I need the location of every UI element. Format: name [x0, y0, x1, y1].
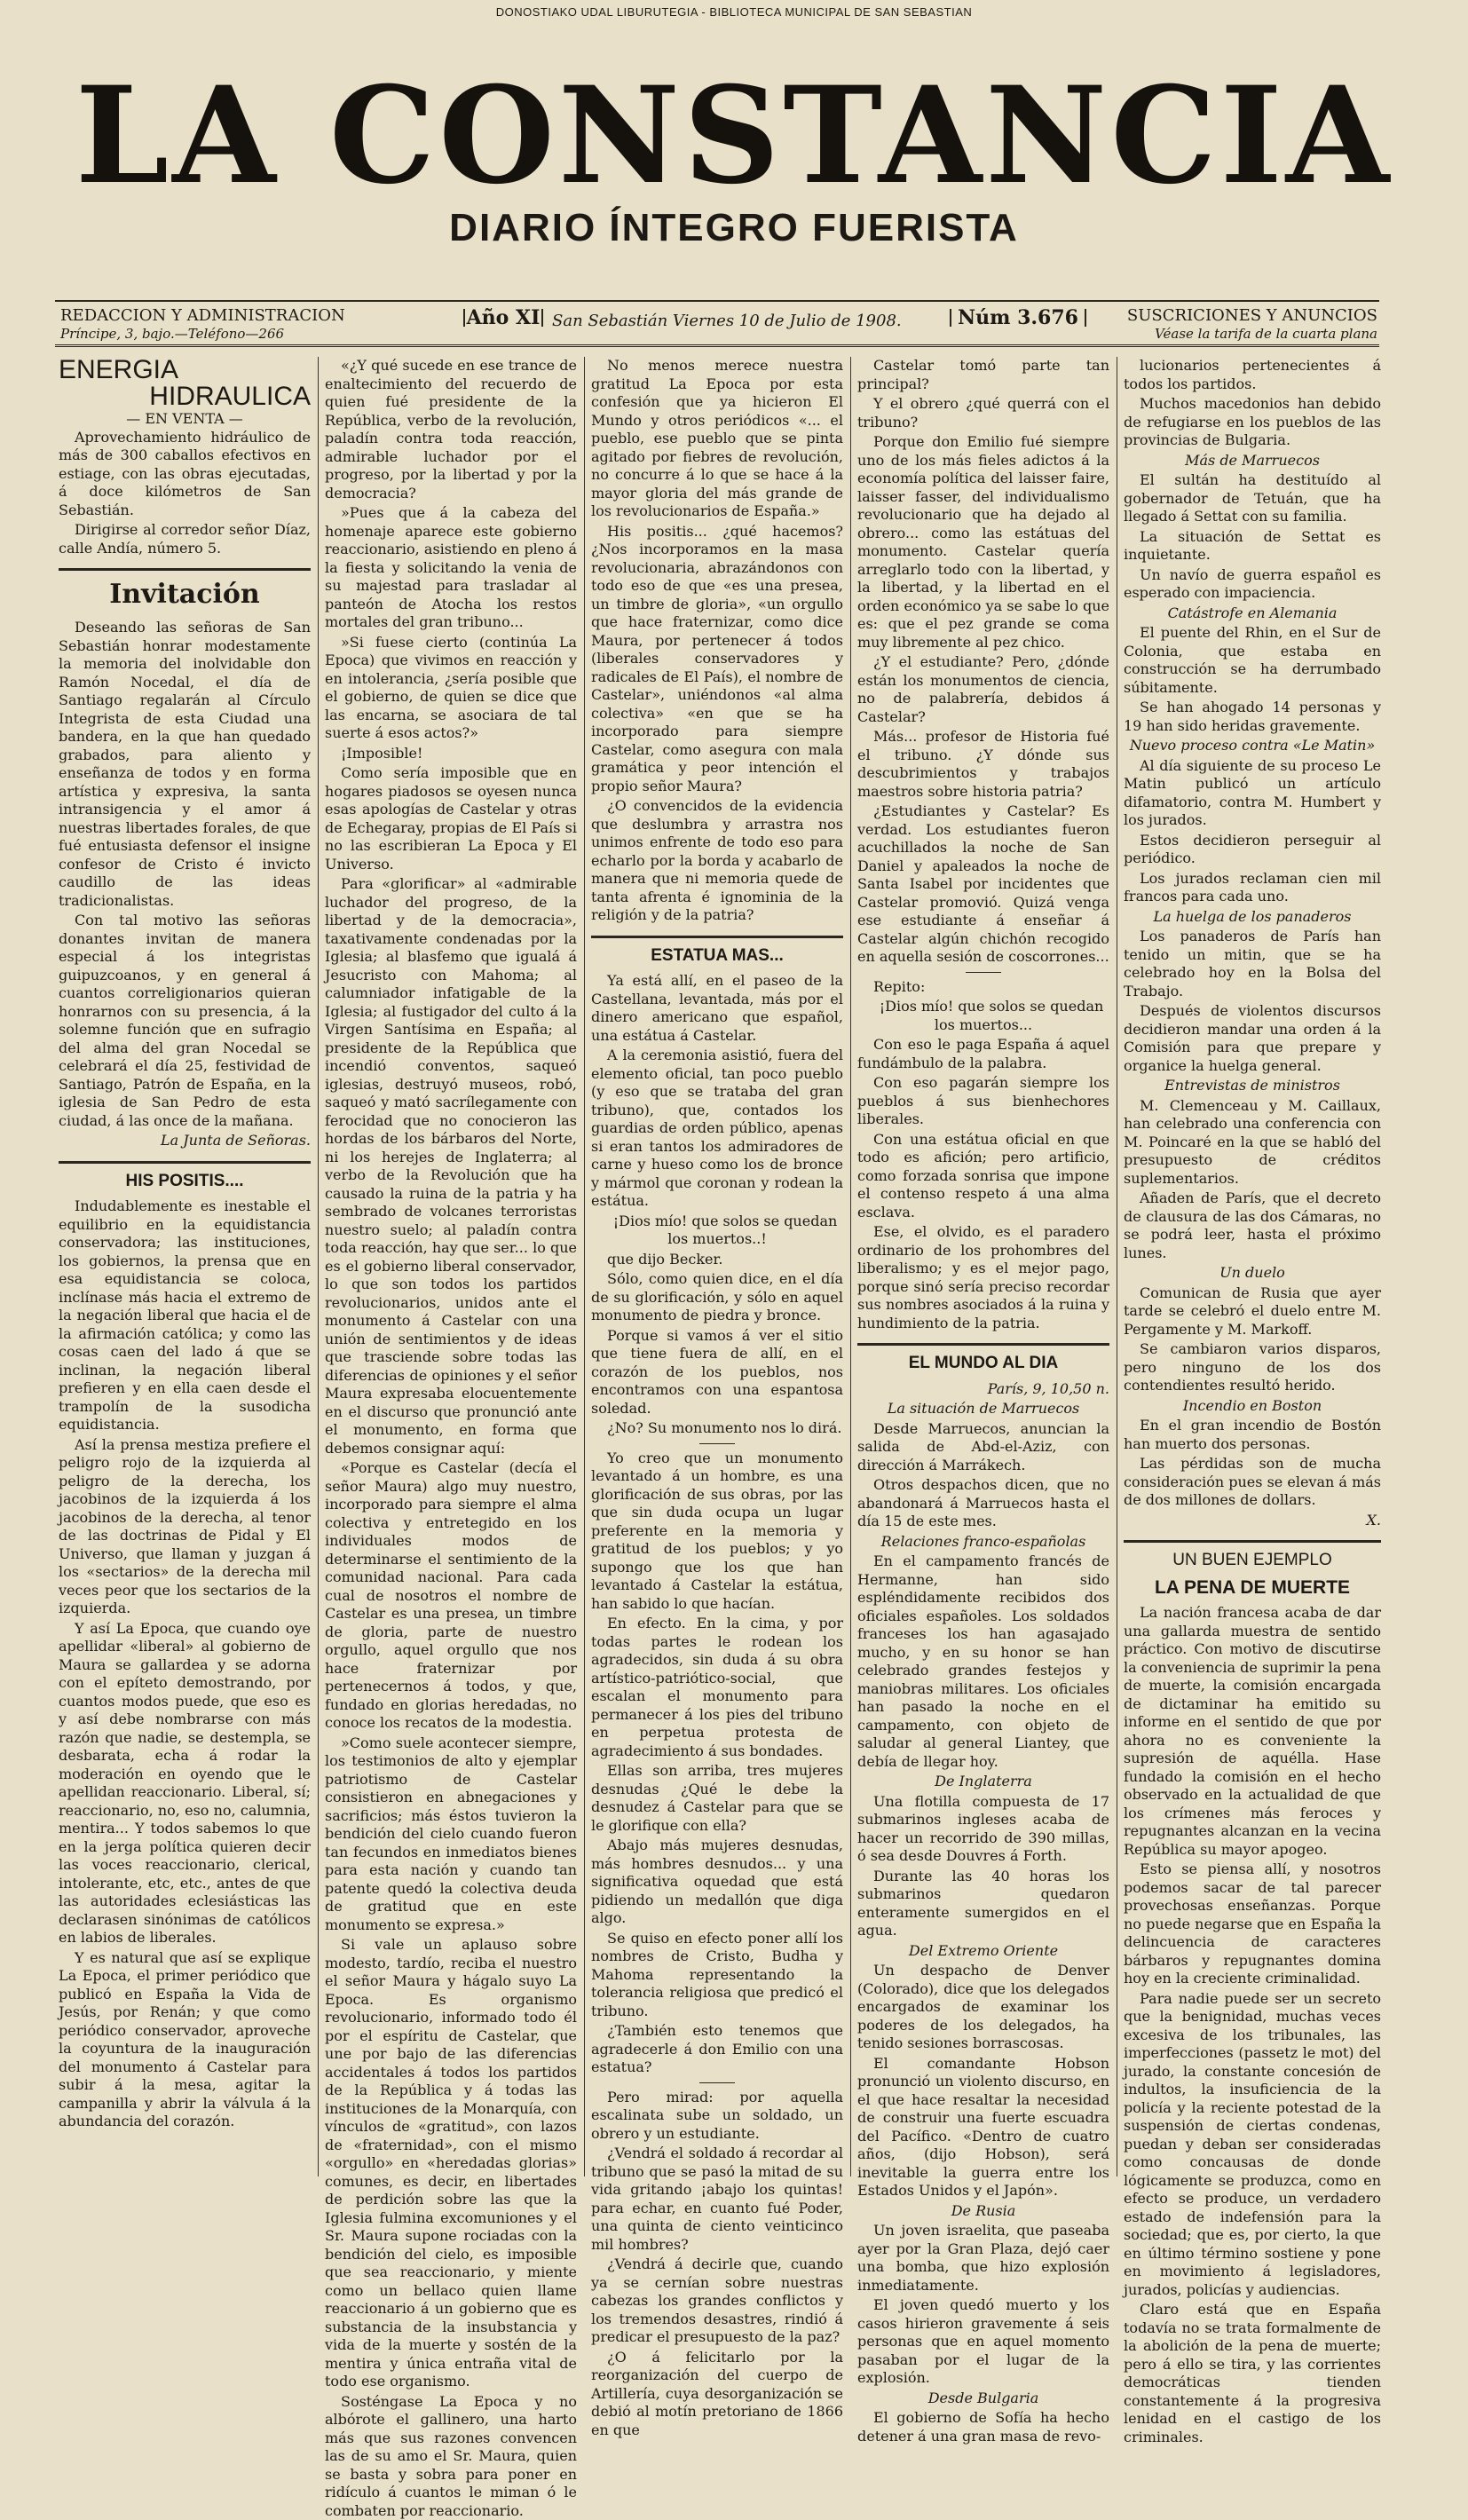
article-paragraph: Sólo, como quien dice, en el día de su glorificación, y sólo en aquel monumento de piedra y bronce. [591, 1270, 843, 1325]
ad-text: Aprovechamiento hidráulico de más de 300 caballos efectivos en estiage, con las obras ejecutadas, á doce kilómetros de San Sebastián. [59, 429, 311, 520]
news-paragraph: Se han ahogado 14 personas y 19 han sido heridas gravemente. [1124, 699, 1381, 735]
invitation-text: Deseando las señoras de San Sebastián honrar modestamente la memoria del inolvidable don Ramón Nocedal, el día de Santiago regalarán al Círculo Integrista de esta Ciudad una bandera, en la que han quedado grabados, para aliento y enseñanza de todos y en forma artística y expresiva, la santa intransigencia y el amor á nuestras libertades forales, de que fué entusiasta defensor el insigne confesor de Cristo é invicto caudillo de las ideas tradicionalistas. [59, 619, 311, 910]
verse: ¡Dios mío! que solos se quedan los muertos... [857, 998, 1109, 1034]
news-paragraph: Después de violentos discursos decidieron mandar una orden á la Comisión para que prepare y organice la huelga general. [1124, 1002, 1381, 1075]
article-paragraph: Repito: [857, 978, 1109, 997]
info-bar [55, 300, 1379, 347]
year-label: Año XI [463, 309, 543, 327]
separator [857, 1343, 1109, 1346]
news-subheading: Un duelo [1124, 1264, 1381, 1283]
news-subheading: La huelga de los panaderos [1124, 908, 1381, 927]
article-paragraph: Para nadie puede ser un secreto que la benignidad, muchas veces excesiva de los tribunales, las imperfecciones (passetz le mot) del jurado, la constante concesión de indultos, la insuficiencia de la policía y la reciente potestad de la suspensión de ciertas condenas, puedan y deban ser consideradas como concausas de donde lógicamente se produzca, como en efecto se produce, un verdadero estado de indefensión para la sociedad; que es, por cierto, la que en último término sostiene y pone en movimiento á legisladores, jurados, policías y audiencias. [1124, 1990, 1381, 2300]
subscriptions-label: SUSCRICIONES Y ANUNCIOS [1127, 306, 1377, 325]
news-paragraph: Una flotilla compuesta de 17 submarinos ingleses acaba de hacer un recorrido de 390 millas, ó sea desde Douvres á Forth. [857, 1793, 1109, 1866]
news-subheading: Más de Marruecos [1124, 452, 1381, 470]
article-paragraph: Ya está allí, en el paseo de la Castellana, levantada, más por el dinero americano que español, una estátua á Castelar. [591, 972, 843, 1045]
separator [1124, 1540, 1381, 1543]
article-paragraph: Con eso pagarán siempre los pueblos á sus bienhechores liberales. [857, 1074, 1109, 1129]
subscriptions-note: Véase la tarifa de la cuarta plana [1093, 325, 1377, 343]
separator [59, 1161, 311, 1164]
news-paragraph: Un navío de guerra español es esperado con impaciencia. [1124, 566, 1381, 603]
article-paragraph: Como sería imposible que en hogares piadosos se oyesen nunca esas apologías de Castelar y otras de Echegaray, propias de El País si no las escribieran La Epoca y El Universo. [325, 764, 577, 873]
column-rule [318, 357, 319, 2176]
news-subheading: Nuevo proceso contra «Le Matin» [1124, 737, 1381, 755]
article-paragraph: ¿También esto tenemos que agradecerle á don Emilio con una estatua? [591, 2022, 843, 2077]
article-kicker: UN BUEN EJEMPLO [1124, 1552, 1381, 1570]
article-paragraph: Yo creo que un monumento levantado á un hombre, es una glorificación de sus obras, por las que sin duda ocupa un lugar preferente en la memoria y gratitud de los pueblos; y yo supongo que los que han levantado á Castelar la estátua, han sabido lo que hacían. [591, 1450, 843, 1614]
column-1 [59, 357, 311, 2185]
article-paragraph: ¿No? Su monumento nos lo dirá. [591, 1419, 843, 1438]
article-paragraph: Indudablemente es inestable el equilibrio en la equidistancia conservadora; las instituciones, los gobiernos, la prensa que en esa equidistancia se coloca, inclínase más hacia el extremo de la negación liberal que hacia el de la afirmación católica; y como las cosas caen del lado á que se inclinan, la negación liberal prefieren y en ella caen desde el trampolín de la susodicha equidistancia. [59, 1197, 311, 1434]
article-title: HIS POSITIS.... [59, 1173, 311, 1191]
article-paragraph: «¿Y qué sucede en ese trance de enaltecimiento del recuerdo de quien fué presidente de la República, verbo de la revolución, paladín contra toda reacción, admirable luchador por el progreso, por la libertad y por la democracia? [325, 357, 577, 502]
article-paragraph: Porque don Emilio fué siempre uno de los más fieles adictos á la economía política del laisser faire, laisser fasser, del individualismo revolucionario que ha dejado al obrero... como las estátuas del monumento. Castelar quería arreglarlo todo con la libertad, y la libertad, y la libertad en el orden económico ya se sabe lo que es: que el pez grande se coma muy libremente al pez chico. [857, 433, 1109, 652]
article-paragraph: Si vale un aplauso sobre modesto, tardío, reciba el nuestro el señor Maura y hágalo suyo La Epoca. Es organismo revolucionario, informado todo él por el espíritu de Castelar, que une por bajo de las diferencias accidentales á todos los partidos de la República y á todas las instituciones de la Monarquía, con vínculos de «gratitud», con lazos de «fraternidad», con el mismo «orgullo» en «heredadas glorias» comunes, es decir, en libertades de perdición sobre las que la Iglesia fulmina excomuniones y el Sr. Maura supone rociadas con la bendición del cielo, es imposible que sea reaccionario, y miente como un bellaco quien llame reaccionario á un gobierno que es substancia de la insubstancia y vida de la muerte y sostén de la mentira y única entraña vital de todo ese organismo. [325, 1936, 577, 2391]
admin-address: Príncipe, 3, bajo.—Teléfono—266 [60, 325, 451, 343]
news-paragraph: Desde Marruecos, anuncian la salida de Abd-el-Aziz, con dirección á Marrákech. [857, 1420, 1109, 1475]
issue-number: Núm 3.676 [950, 309, 1086, 327]
dateline: París, 9, 10,50 n. [857, 1380, 1109, 1399]
article-paragraph: »Si fuese cierto (continúa La Epoca) que vivimos en reacción y en intolerancia, ¿sería posible que el gobierno, de quien se dice que las encarna, se asociara de tal suerte á esos actos?» [325, 634, 577, 743]
article-paragraph: ¿Y el estudiante? Pero, ¿dónde están los monumentos de ciencia, no de palabrería, debidos á Castelar? [857, 653, 1109, 726]
news-paragraph: El sultán ha destituído al gobernador de Tetuán, que ha llegado á Settat con su familia. [1124, 471, 1381, 526]
news-subheading: Incendio en Boston [1124, 1397, 1381, 1416]
article-paragraph: Con una estátua oficial en que todo es afición; pero artificio, como forzada sonrisa que impone el contenso respeto á una alma esclava. [857, 1131, 1109, 1222]
article-paragraph: Y así La Epoca, que cuando oye apellidar «liberal» al gobierno de Maura se gallardea y se adorna con el epíteto demostrando, por cuantos modos puede, que eso es y así debe nombrarse con más razón que nadie, se destempla, se desbarata, echa á rodar la moderación en oyendo que le apellidan reaccionario. Liberal, sí; reaccionario, no, eso no, calumnia, mentira... Y todos sabemos lo que en la jerga política quieren decir las voces reaccionario, clerical, intolerante, etc, etc., antes de que las autoridades eclesiásticas las declarasen sinónimas de católicos en labios de liberales. [59, 1620, 311, 1947]
news-subheading: De Inglaterra [857, 1773, 1109, 1791]
ad-text: Dirigirse al corredor señor Díaz, calle Andía, número 5. [59, 521, 311, 557]
news-paragraph: Los jurados reclaman cien mil francos para cada uno. [1124, 870, 1381, 906]
separator [591, 936, 843, 938]
column-2 [325, 357, 577, 2185]
news-paragraph: En el gran incendio de Bostón han muerto dos personas. [1124, 1417, 1381, 1453]
subscriptions-block [1093, 307, 1377, 343]
news-paragraph: El joven quedó muerto y los casos hirieron gravemente á seis personas que en aquel momento pasaban por el lugar de la explosión. [857, 2296, 1109, 2388]
news-paragraph: Estos decidieron perseguir al periódico. [1124, 832, 1381, 868]
article-paragraph: No menos merece nuestra gratitud La Epoca por esta confesión que ya hicieron El Mundo y otros periódicos «... el pueblo, ese pueblo que se pinta agitado por fiebres de revolución, no concurre á lo que se hace á la mayor gloria del más grande de los revolucionarios de España.» [591, 357, 843, 521]
article-paragraph: Porque si vamos á ver el sitio que tiene fuera de allí, en el corazón de los pueblos, nos encontramos con una espantosa soledad. [591, 1327, 843, 1418]
article-paragraph: »Como suele acontecer siempre, los testimonios de alto y ejemplar patriotismo de Castelar consistieron en abnegaciones y sacrificios; más éstos tuvieron la bendición del cielo cuando fueron tan fecundos en inmediatos bienes para esta nación y cuando tan patente quedó la colectiva deuda de gratitud que en este monumento se expresa.» [325, 1734, 577, 1935]
news-paragraph: lucionarios pertenecientes á todos los partidos. [1124, 357, 1381, 393]
news-subheading: Catástrofe en Alemania [1124, 604, 1381, 623]
article-paragraph: ¿O á felicitarlo por la reorganización del cuerpo de Artillería, cuya desorganización se debió al motín pretoriano de 1866 en que [591, 2349, 843, 2440]
ad-title: ENERGIA [59, 357, 311, 383]
article-paragraph: Para «glorificar» al «admirable luchador del progreso, de la libertad y de la democracia», taxativamente condenadas por la Iglesia; al blasfemo que igualá á Jesucristo con Mahoma; al calumniador infatigable de la Iglesia; al fustigador del culto á la Virgen Santísima en España; al presidente de la República que incendió conventos, saqueó iglesias, destruyó museos, robó, saqueó y mató sacrílegamente con ferocidad que no conocieron las hordas de los bárbaros del Norte, ni los herejes de Inglaterra; al verbo de la Revolución que ha causado la ruina de la patria y ha sembrado de volcanes terroristas nuestro suelo; al paladín contra toda reacción, hay que ser... lo que es el gobierno liberal conservador, lo que son todos los partidos revolucionarios, unidos ante el monumento á Castelar con una unión de sentimientos y de ideas que trasciende sobre todas las diferencias de opiniones y el señor Maura expresaba elocuentemente en el discurso que pronunció ante el monumento, en forma que debemos consignar aquí: [325, 875, 577, 1457]
subtitle: DIARIO ÍNTEGRO FUERISTA [0, 206, 1468, 250]
invitation-signature: La Junta de Señoras. [59, 1132, 311, 1150]
article-paragraph: Ese, el olvido, es el paradero ordinario de los prohombres del liberalismo; y es el mejor pago, porque sinó sería preciso recordar sus nombres asociados á la ruina y hundimiento de la patria. [857, 1223, 1109, 1332]
news-subheading: Relaciones franco-españolas [857, 1533, 1109, 1552]
article-paragraph: Más... profesor de Historia fué el tribuno. ¿Y dónde sus descubrimientos y trabajos maestros sobre historia patria? [857, 728, 1109, 801]
column-rule [584, 357, 585, 2176]
column-3 [591, 357, 843, 2185]
article-paragraph: Y es natural que así se explique La Epoca, el primer periódico que publicó en España la Vida de Jesús, por Renán; y que como periódico conservador, aproveche la coyuntura de la inauguración del monumento á Castelar para subir á la mesa, agitar la campanilla y abrir la válvula á la abundancia del corazón. [59, 1949, 311, 2131]
article-paragraph: His positis... ¿qué hacemos? ¿Nos incorporamos en la masa revolucionaria, abrazándonos con todo eso de que «es una presea, un timbre de gloria», «un orgullo que hace fraternizar, como dice Maura, por pertenecer á todos (liberales conservadores y radicales de El País), el nombre de Castelar», uniéndonos «al alma colectiva» «en que se ha incorporado para siempre Castelar, como asegura con mala gramática y peor intención el propio señor Maura? [591, 523, 843, 796]
news-paragraph: Añaden de París, que el decreto de clausura de las dos Cámaras, no se podrá leer, hasta el próximo lunes. [1124, 1189, 1381, 1262]
article-paragraph: Y el obrero ¿qué querrá con el tribuno? [857, 395, 1109, 431]
article-paragraph: ¿Vendrá el soldado á recordar al tribuno que se pasó la mitad de su vida gritando ¡abajo los quintas! para echar, en cuanto fué Poder, una quinta de ciento veinticinco mil hombres? [591, 2145, 843, 2254]
article-paragraph: ¿O convencidos de la evidencia que deslumbra y arrastra nos unimos enfrente de todo eso para echarlo por la borda y acabarlo de manera que ni memoria quede de tanta afrenta é ignominia de la religión y de la patria? [591, 797, 843, 925]
news-paragraph: El puente del Rhin, en el Sur de Colonia, que estaba en construcción se ha derrumbado súbitamente. [1124, 624, 1381, 697]
invitation-title: Invitación [59, 578, 311, 612]
separator [699, 2082, 735, 2083]
issue-date: San Sebastián Viernes 10 de Julio de 1908. [552, 312, 943, 330]
news-paragraph: Un despacho de Denver (Colorado), dice que los delegados encargados de examinar los poderes de los delegados, ha tenido sesiones borrascosas. [857, 1962, 1109, 2053]
separator [699, 1443, 735, 1444]
article-paragraph: ¿Estudiantes y Castelar? Es verdad. Los estudiantes fueron acuchillados la noche de San Daniel y apaleados la noche de Santa Isabel por incidentes que Castelar promovió. Quizá venga ese estudiante á enseñar á Castelar algún chichón recogido en aquella sesión de coscorrones... [857, 802, 1109, 967]
news-paragraph: M. Clemenceau y M. Caillaux, han celebrado una conferencia con M. Poincaré en la que se habló del presupuesto de créditos suplementarios. [1124, 1097, 1381, 1189]
news-paragraph: Un joven israelita, que paseaba ayer por la Gran Plaza, dejó caer una bomba, que hizo explosión inmediatamente. [857, 2222, 1109, 2295]
news-paragraph: Durante las 40 horas los submarinos quedaron enteramente sumergidos en el agua. [857, 1868, 1109, 1940]
article-paragraph: Castelar tomó parte tan principal? [857, 357, 1109, 393]
news-paragraph: Otros despachos dicen, que no abandonará á Marruecos hasta el día 15 de este mes. [857, 1476, 1109, 1531]
masthead: LA CONSTANCIA [53, 69, 1415, 202]
news-paragraph: El comandante Hobson pronunció un violento discurso, en el que hace resaltar la necesidad de construir una fuerte escuadra del Pacífico. «Dentro de cuatro años, (dijo Hobson), será inevitable la guerra entre los Estados Unidos y el Japón». [857, 2055, 1109, 2200]
admin-label: REDACCION Y ADMINISTRACION [60, 306, 345, 325]
article-paragraph: Sosténgase La Epoca y no albórote el gallinero, una harto más que sus razones convencen las de su amo el Sr. Maura, quien se basta y sobra para poner en ridículo á cuantos le miman ó le combaten por reaccionario. [325, 2393, 577, 2520]
library-header: DONOSTIAKO UDAL LIBURUTEGIA - BIBLIOTECA MUNICIPAL DE SAN SEBASTIAN [0, 5, 1468, 19]
news-subheading: De Rusia [857, 2202, 1109, 2221]
article-paragraph: Se quiso en efecto poner allí los nombres de Cristo, Budha y Mahoma representando la tolerancia religiosa que predicó el tribuno. [591, 1930, 843, 2021]
article-paragraph: ¡Imposible! [325, 745, 577, 763]
column-5 [1124, 357, 1381, 2185]
news-paragraph: Muchos macedonios han debido de refugiarse en los pueblos de las provincias de Bulgaria. [1124, 395, 1381, 450]
article-paragraph: A la ceremonia asistió, fuera del elemento oficial, tan poco pueblo (y eso que se trataba del gran tribuno), que, contados los guardias de orden público, apenas si eran tantos los admiradores de carne y hueso como los de bronce y mármol que coronan y rodean la estátua. [591, 1047, 843, 1211]
ad-title: HIDRAULICA [59, 383, 311, 410]
news-subheading: Del Extremo Oriente [857, 1942, 1109, 1961]
news-paragraph: Se cambiaron varios disparos, pero ninguno de los dos contendientes resultó herido. [1124, 1340, 1381, 1395]
news-signature: X. [1124, 1512, 1381, 1530]
news-paragraph: En el campamento francés de Hermanne, han sido espléndidamente recibidos dos oficiales españoles. Los soldados franceses los han agasajado mucho, y en su honor se han celebrado grandes festejos y maniobras militares. Los oficiales han pasado la noche en el campamento, con objeto de saludar al general Liantey, que debía de llegar hoy. [857, 1552, 1109, 1771]
admin-block [60, 307, 451, 343]
article-title: LA PENA DE MUERTE [1124, 1579, 1381, 1598]
column-rule [850, 357, 851, 2176]
verse: ¡Dios mío! que solos se quedan los muertos..! [591, 1213, 843, 1249]
article-paragraph: »Pues que á la cabeza del homenaje aparece este gobierno reaccionario, asistiendo en pleno á la fiesta y solicitando la venia de su majestad para trasladar al panteón de Atocha los restos mortales del gran tribuno... [325, 504, 577, 632]
news-paragraph: Los panaderos de París han tenido un mitin, que se ha celebrado hoy en la Bolsa del Trabajo. [1124, 928, 1381, 1000]
news-paragraph: Comunican de Rusia que ayer tarde se celebró el duelo entre M. Pergamente y M. Markoff. [1124, 1284, 1381, 1339]
separator [59, 568, 311, 571]
article-title: ESTATUA MAS... [591, 947, 843, 966]
news-paragraph: El gobierno de Sofía ha hecho detener á una gran masa de revo- [857, 2409, 1109, 2445]
ad-sale-label: — EN VENTA — [59, 410, 311, 429]
article-paragraph: Esto se piensa allí, y nosotros podemos sacar de tal parecer provechosas enseñanzas. Porque no puede negarse que en España la delincuencia de caracteres bárbaros y repugnantes domina hoy en la creciente criminalidad. [1124, 1860, 1381, 1988]
article-paragraph: En efecto. En la cima, y por todas partes le rodean los agradecidos, sin duda á su obra artístico-patriótico-social, que escalan el monumento para permanecer á los pies del tribuno en perpetua protesta de agradecimiento á sus bondades. [591, 1615, 843, 1760]
section-title: EL MUNDO AL DIA [857, 1355, 1109, 1373]
news-subheading: Entrevistas de ministros [1124, 1077, 1381, 1095]
article-paragraph: La nación francesa acaba de dar una gallarda muestra de sentido práctico. Con motivo de discutirse la conveniencia de suprimir la pena de muerte, la comisión encargada de dictaminar ha emitido su informe en el sentido de que por ahora no es conveniente la supresión de aquélla. Hase fundado la comisión en el hecho observado en la actualidad de que los crímenes más feroces y repugnantes alcanzan en la vecina República su mayor apogeo. [1124, 1604, 1381, 1859]
news-subheading: Desde Bulgaria [857, 2390, 1109, 2408]
separator [966, 972, 1001, 973]
news-subheading: La situación de Marruecos [857, 1400, 1109, 1418]
column-4 [857, 357, 1109, 2185]
article-paragraph: Ellas son arriba, tres mujeres desnudas ¿Qué le debe la desnudez á Castelar para que se le glorifique con ella? [591, 1762, 843, 1835]
news-paragraph: Las pérdidas son de mucha consideración pues se elevan á más de dos millones de dollars. [1124, 1455, 1381, 1510]
article-paragraph: «Porque es Castelar (decía el señor Maura) algo muy nuestro, incorporado para siempre el alma colectiva y entretegido en los individuales modos de determinarse el sentimiento de la comunidad nacional. Para cada cual de nosotros el nombre de Castelar es una presea, un timbre de gloria, parte de nuestro orgullo, aquel orgullo que nos hace fraternizar por pertenecernos á todos, y que, fundado en glorias heredadas, no conoce los recatos de la modestia. [325, 1459, 577, 1733]
article-paragraph: Con eso le paga España á aquel fundámbulo de la palabra. [857, 1036, 1109, 1072]
article-paragraph: Pero mirad: por aquella escalinata sube un soldado, un obrero y un estudiante. [591, 2089, 843, 2144]
article-paragraph: Así la prensa mestiza prefiere el peligro rojo de la izquierda al peligro de la derecha, los jacobinos de la izquierda á los jacobinos de la derecha, al tenor de las doctrinas de Pidal y El Universo, que llaman y juzgan á los «sectarios» de la derecha mil veces peor que los sectarios de la izquierda. [59, 1436, 311, 1618]
news-paragraph: La situación de Settat es inquietante. [1124, 528, 1381, 565]
article-paragraph: Abajo más mujeres desnudas, más hombres desnudos... y una significativa oquedad que está pidiendo un medallón que diga algo. [591, 1837, 843, 1928]
article-paragraph: ¿Vendrá á decirle que, cuando ya se cernían sobre nuestras cabezas los grandes conflictos y los tremendos desastres, rindió á predicar el presupuesto de la paz? [591, 2255, 843, 2347]
article-paragraph: Claro está que en España todavía no se trata formalmente de la abolición de la pena de muerte; pero á ello se tira, y las corrientes democráticas tienden constantemente á la progresiva lenidad en el castigo de los criminales. [1124, 2301, 1381, 2446]
news-paragraph: Al día siguiente de su proceso Le Matin publicó un artículo difamatorio, contra M. Humbert y los jurados. [1124, 757, 1381, 830]
invitation-text: Con tal motivo las señoras donantes invitan de manera especial á los integristas guipuzcoanos, y en general á cuantos correligionarios quieran honrarnos con su presencia, á la solemne función que en sufragio del alma del gran Nocedal se celebrará el día 25, festividad de Santiago, Patrón de España, en la iglesia de San Pedro de esta ciudad, á las once de la mañana. [59, 912, 311, 1130]
article-paragraph: que dijo Becker. [591, 1251, 843, 1269]
